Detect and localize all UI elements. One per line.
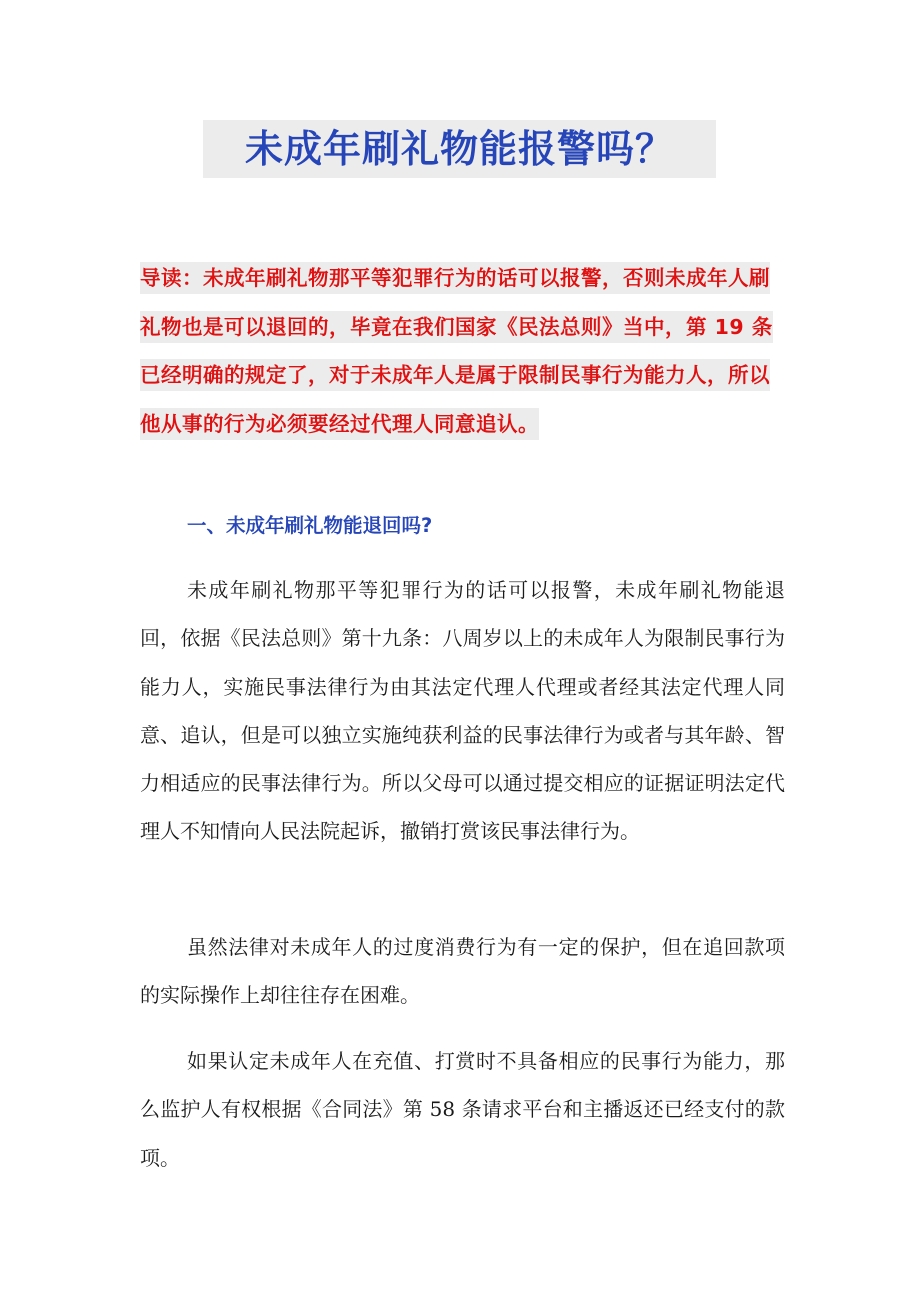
section-heading: 一、未成年刷礼物能退回吗? [187, 514, 433, 537]
body-paragraph-1: 未成年刷礼物那平等犯罪行为的话可以报警，未成年刷礼物能退回，依据《民法总则》第十九条：八周岁以上的未成年人为限制民事行为能力人，实施民事法律行为由其法定代理人代理或者经其法定代理人同意、追认，但是可以独立实施纯获利益的民事法律行为或者与其年龄、智力相适应的民事法律行为。所以父母可以通过提交相应的证据证明法定代理人不知情向人民法院起诉，撤销打赏该民事法律行为。 [140, 578, 785, 844]
body-paragraph-2: 虽然法律对未成年人的过度消费行为有一定的保护，但在追回款项的实际操作上却往往存在困难。 [140, 935, 785, 1008]
page-title: 未成年刷礼物能报警吗？ [203, 120, 716, 178]
intro-text: 导读：未成年刷礼物那平等犯罪行为的话可以报警，否则未成年人刷礼物也是可以退回的，毕竟在我们国家《民法总则》当中，第 19 条已经明确的规定了，对于未成年人是属于限制民事行为能力人，所以他从事的行为必须要经过代理人同意追认。 [140, 262, 773, 440]
body-paragraph-3: 如果认定未成年人在充值、打赏时不具备相应的民事行为能力，那么监护人有权根据《合同法》第 58 条请求平台和主播返还已经支付的款项。 [140, 1049, 785, 1170]
intro-summary [140, 254, 785, 448]
